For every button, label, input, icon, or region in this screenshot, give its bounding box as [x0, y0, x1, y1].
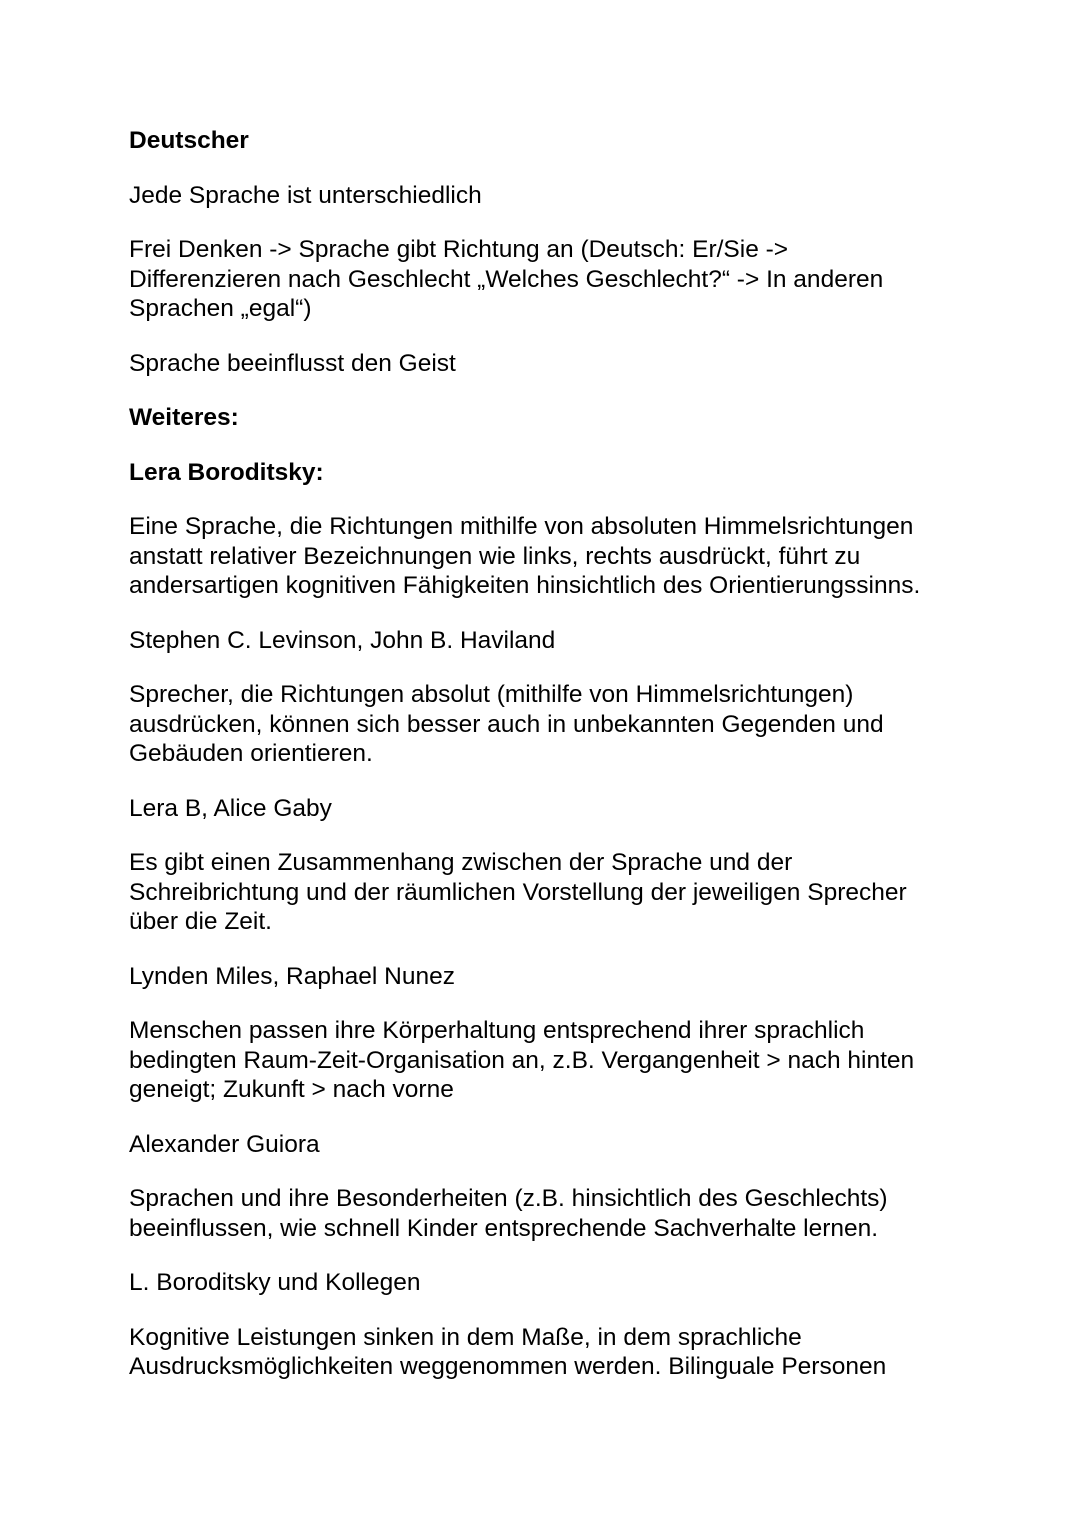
paragraph: Menschen passen ihre Körperhaltung entsprechend ihrer sprachlich bedingten Raum-Zeit-Organisation an, z.B. Vergangenheit > nach hinten geneigt; Zukunft > nach vorne [129, 1017, 915, 1103]
author-line: Alexander Guiora [129, 1130, 320, 1158]
author-line: L. Boroditsky und Kollegen [129, 1269, 421, 1296]
author-line: Lera B, Alice Gaby [129, 794, 332, 822]
paragraph: Frei Denken -> Sprache gibt Richtung an (Deutsch: Er/Sie -> Differenzieren nach Geschlecht „Welches Geschlecht?“ -> In anderen Sprachen „egal“) [129, 236, 884, 322]
paragraph: Kognitive Leistungen sinken in dem Maße, in dem sprachliche Ausdrucksmöglichkeiten weggenommen werden. Bilinguale Personen [129, 1323, 887, 1380]
author-line: Lynden Miles, Raphael Nunez [129, 962, 455, 990]
paragraph: Es gibt einen Zusammenhang zwischen der Sprache und der Schreibrichtung und der räumlichen Vorstellung der jeweiligen Sprecher über die Zeit. [129, 849, 907, 935]
heading-deutscher: Deutscher [129, 127, 249, 154]
document-body [129, 126, 959, 1407]
paragraph: Jede Sprache ist unterschiedlich [129, 181, 482, 209]
heading-lera-boroditsky: Lera Boroditsky: [129, 458, 324, 486]
paragraph: Sprachen und ihre Besonderheiten (z.B. hinsichtlich des Geschlechts) beeinflussen, wie schnell Kinder entsprechende Sachverhalte lernen. [129, 1185, 888, 1242]
author-line: Stephen C. Levinson, John B. Haviland [129, 626, 556, 654]
paragraph: Sprecher, die Richtungen absolut (mithilfe von Himmelsrichtungen) ausdrücken, können sich besser auch in unbekannten Gegenden und Gebäuden orientieren. [129, 681, 884, 767]
paragraph: Sprache beeinflusst den Geist [129, 349, 456, 377]
heading-weiteres: Weiteres: [129, 404, 239, 431]
paragraph: Eine Sprache, die Richtungen mithilfe von absoluten Himmelsrichtungen anstatt relativer Bezeichnungen wie links, rechts ausdrückt, führt zu andersartigen kognitiven Fähigkeiten hinsichtlich des Orientierungssinns. [129, 513, 921, 599]
